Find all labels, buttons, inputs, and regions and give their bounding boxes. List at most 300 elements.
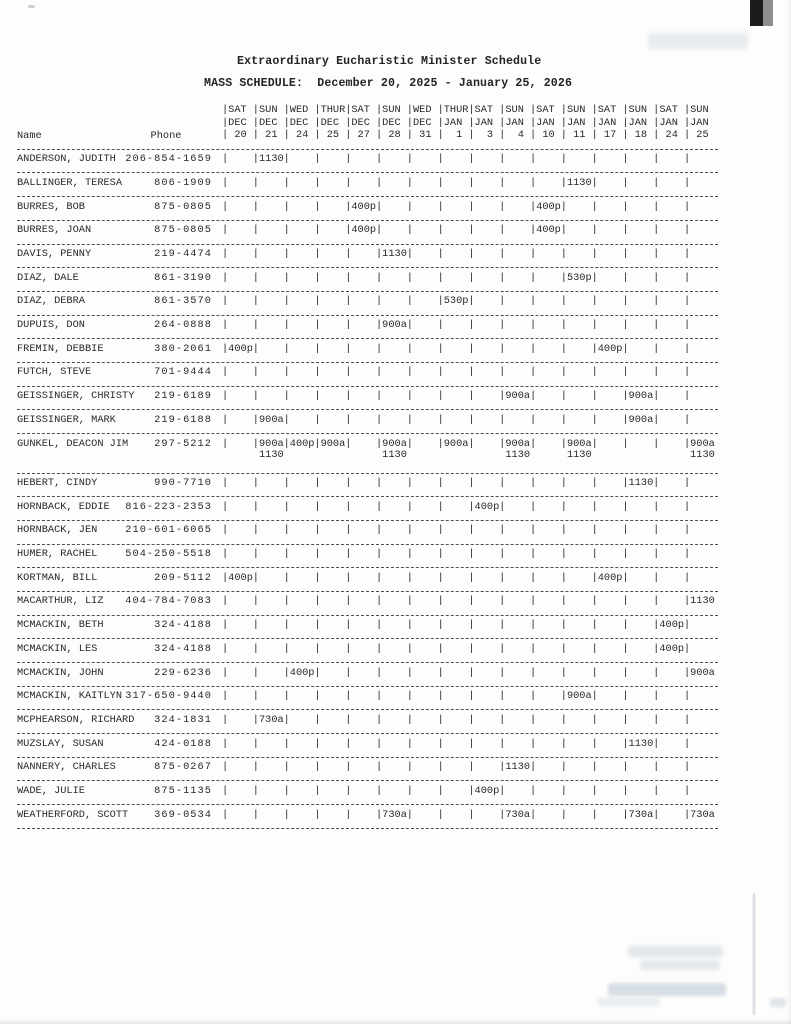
schedule-cell: | [499, 666, 506, 679]
schedule-cell: | [468, 524, 475, 537]
schedule-cell: | [529, 248, 537, 261]
schedule-cell: | [468, 342, 475, 355]
table-header [17, 104, 718, 150]
schedule-cell: | [622, 342, 629, 355]
schedule-cell: | [406, 619, 413, 632]
minister-name: HEBERT, CINDY [17, 477, 98, 490]
spacer [212, 502, 222, 520]
schedule-cell: | [252, 366, 259, 379]
schedule-row [17, 663, 718, 687]
schedule-cell: | [468, 176, 475, 189]
spacer [212, 573, 222, 591]
schedule-cell: | [591, 390, 598, 403]
schedule-row [17, 292, 718, 316]
schedule-cell: | [591, 153, 598, 166]
schedule-cell: | [314, 477, 321, 490]
schedule-cell: | [345, 153, 352, 166]
schedule-cell: | [314, 390, 321, 403]
schedule-cell: | [560, 761, 567, 774]
schedule-cell: | [314, 248, 321, 261]
schedule-cell: | [560, 295, 567, 308]
minister-name: MCMACKIN, BETH [17, 619, 104, 632]
spacer [212, 786, 222, 804]
schedule-cell: | [468, 666, 475, 679]
column-header-sun-jan-4: |SUN |JAN | 4 [499, 104, 531, 142]
schedule-cell: | [283, 342, 290, 355]
phone-number: 990-7710 [154, 477, 212, 490]
spacer [212, 810, 222, 828]
schedule-cell: | [222, 619, 229, 632]
schedule-cell: |900a [375, 319, 407, 332]
schedule-cell: | [406, 390, 413, 403]
schedule-cell: | [222, 319, 229, 332]
schedule-cell: | [468, 437, 475, 450]
schedule-cell: | [375, 342, 383, 355]
schedule-cell: | [314, 619, 321, 632]
schedule-cell: | [406, 366, 413, 379]
schedule-cell: | [222, 271, 229, 284]
schedule-cell: | [591, 271, 598, 284]
schedule-cell: | [560, 595, 567, 608]
schedule-cell: | [283, 200, 290, 213]
schedule-cell: | [560, 548, 567, 561]
bleed-through-artifact [608, 983, 726, 996]
schedule-cell: | [529, 437, 537, 450]
spacer [212, 273, 222, 291]
schedule-cell: |900a [499, 390, 531, 403]
schedule-cell: | [560, 713, 567, 726]
schedule-cell: | [222, 176, 229, 189]
phone-number: 875-0267 [154, 761, 212, 774]
schedule-cell: | [653, 713, 660, 726]
schedule-cell: | [468, 642, 475, 655]
schedule-cell: | [529, 500, 537, 513]
schedule-cell: | [437, 690, 444, 703]
minister-name: HORNBACK, JEN [17, 524, 98, 537]
schedule-cell: | [345, 524, 352, 537]
schedule-cell: | [591, 690, 598, 703]
schedule-cell: | [499, 619, 506, 632]
schedule-cell: |900a [622, 413, 654, 426]
schedule-cell: | [683, 390, 691, 403]
schedule-cell: | [252, 477, 259, 490]
schedule-cell: | [283, 500, 290, 513]
page-right-shadow [787, 0, 791, 1024]
schedule-row [17, 150, 718, 174]
schedule-cell: | [591, 295, 598, 308]
column-header-wed-dec-31: |WED |DEC | 31 [406, 104, 438, 142]
schedule-cell: | [375, 176, 383, 189]
schedule-cell: | [468, 390, 475, 403]
schedule-cell: | [683, 319, 691, 332]
phone-number: 816-223-2353 [125, 500, 212, 513]
schedule-cell: | [222, 761, 229, 774]
schedule-cell: | [222, 524, 229, 537]
schedule-cell: | [314, 413, 321, 426]
schedule-cell: | [622, 271, 629, 284]
schedule-cell: | [437, 713, 444, 726]
schedule-cell: | [283, 477, 290, 490]
schedule-cell: |900a [314, 437, 346, 450]
phone-number: 369-0534 [154, 808, 212, 821]
schedule-cell: | [283, 690, 290, 703]
schedule-cell: | [622, 666, 629, 679]
schedule-row [17, 734, 718, 758]
schedule-row [17, 616, 718, 640]
schedule-cell: | [345, 437, 352, 450]
schedule-cell: | [499, 413, 506, 426]
schedule-cell: | [683, 690, 691, 703]
schedule-cell: | [653, 224, 660, 237]
schedule-cell: | [314, 642, 321, 655]
schedule-cell: | [283, 761, 290, 774]
minister-name: GEISSINGER, CHRISTY [17, 390, 135, 403]
schedule-cell: | [375, 784, 383, 797]
schedule-cell: | [591, 808, 598, 821]
schedule-cell: | [499, 784, 506, 797]
spacer [212, 391, 222, 409]
schedule-cell: | [468, 319, 475, 332]
schedule-cell: |900a 1130 [683, 437, 715, 462]
schedule-cell: | [529, 390, 537, 403]
schedule-cell: | [468, 271, 475, 284]
phone-number: 806-1909 [154, 176, 212, 189]
date-column-headers [222, 104, 715, 142]
phone-number: 229-6236 [154, 666, 212, 679]
phone-number: 701-9444 [154, 366, 212, 379]
schedule-cell: | [683, 642, 691, 655]
schedule-cell: |730a [375, 808, 407, 821]
schedule-cell: | [375, 295, 383, 308]
schedule-cell: |400p [222, 342, 253, 355]
schedule-cell: | [406, 808, 413, 821]
minister-name: GUNKEL, DEACON JIM [17, 437, 129, 450]
schedule-cell: | [591, 524, 598, 537]
schedule-cell: | [468, 619, 475, 632]
schedule-cell: | [375, 271, 383, 284]
schedule-cell: | [222, 413, 229, 426]
schedule-cell: | [222, 595, 229, 608]
schedule-cell: | [560, 224, 567, 237]
schedule-cell: |1130 [622, 477, 654, 490]
schedule-cell: | [406, 437, 413, 450]
schedule-cell: | [314, 200, 321, 213]
schedule-cell: | [406, 690, 413, 703]
schedule-cell: | [283, 595, 290, 608]
schedule-cell: | [653, 295, 660, 308]
schedule-cell: | [252, 548, 259, 561]
schedule-cell: | [252, 666, 259, 679]
schedule-cell: | [653, 477, 660, 490]
spacer [212, 668, 222, 686]
schedule-cell: | [591, 437, 598, 450]
schedule-cell: | [499, 595, 506, 608]
phone-number: 324-4188 [154, 642, 212, 655]
schedule-cell: | [529, 271, 537, 284]
schedule-cell: | [591, 224, 598, 237]
schedule-cell: | [591, 713, 598, 726]
schedule-cell: | [283, 176, 290, 189]
schedule-cell: | [622, 548, 629, 561]
spacer [212, 320, 222, 338]
schedule-cell: | [591, 477, 598, 490]
spacer [212, 644, 222, 662]
schedule-cell: | [560, 477, 567, 490]
name-phone-header [17, 128, 222, 142]
schedule-cell: | [406, 271, 413, 284]
column-header-sat-jan-24: |SAT |JAN | 24 [653, 104, 685, 142]
schedule-cell: |400p [653, 642, 685, 655]
spacer [212, 367, 222, 385]
schedule-cell: | [622, 642, 629, 655]
schedule-cell: | [283, 366, 290, 379]
schedule-cell: | [437, 737, 444, 750]
schedule-cell: | [499, 271, 506, 284]
schedule-cell: | [653, 153, 660, 166]
schedule-cell: | [314, 500, 321, 513]
schedule-cell: | [283, 642, 290, 655]
schedule-rows [17, 150, 718, 829]
name-column-header: Name [17, 129, 42, 142]
schedule-cell: | [653, 366, 660, 379]
column-header-sun-jan-18: |SUN |JAN | 18 [622, 104, 654, 142]
schedule-cell: | [345, 248, 352, 261]
schedule-cell: |900a 1130 [375, 437, 407, 462]
schedule-cell: | [437, 271, 444, 284]
schedule-cell: | [406, 713, 413, 726]
schedule-cell: | [252, 619, 259, 632]
schedule-cell: | [406, 224, 413, 237]
schedule-cell: | [345, 690, 352, 703]
schedule-cell: | [683, 477, 691, 490]
schedule-cell: | [222, 437, 229, 450]
schedule-cell: | [683, 248, 691, 261]
schedule-cell: |400p [345, 224, 377, 237]
schedule-cell: | [222, 500, 229, 513]
schedule-cell: | [437, 666, 444, 679]
schedule-cell: | [560, 366, 567, 379]
schedule-cell: | [314, 319, 321, 332]
schedule-cell: | [375, 366, 383, 379]
schedule-cell: | [653, 524, 660, 537]
schedule-cell: | [437, 153, 444, 166]
page-title: Extraordinary Eucharistic Minister Schedule [237, 55, 542, 68]
schedule-row [17, 245, 718, 269]
schedule-cell: | [622, 571, 629, 584]
schedule-cell: | [683, 571, 691, 584]
schedule-row [17, 568, 718, 592]
schedule-cell: | [529, 761, 537, 774]
spacer [212, 762, 222, 780]
minister-name: KORTMAN, BILL [17, 571, 98, 584]
schedule-cell: | [591, 200, 598, 213]
schedule-cell: | [653, 761, 660, 774]
schedule-cell: | [222, 808, 229, 821]
schedule-cell: | [283, 295, 290, 308]
schedule-cell: |730a [499, 808, 531, 821]
schedule-cell: | [345, 761, 352, 774]
schedule-cell: | [314, 808, 321, 821]
schedule-cell: | [591, 666, 598, 679]
schedule-cell: | [222, 248, 229, 261]
schedule-cell: | [653, 176, 660, 189]
schedule-cell: | [314, 153, 321, 166]
schedule-cell: | [252, 342, 259, 355]
schedule-table [17, 104, 718, 829]
schedule-cell: | [653, 319, 660, 332]
schedule-cell: | [375, 595, 383, 608]
minister-name: MCPHEARSON, RICHARD [17, 713, 135, 726]
schedule-cell: | [529, 176, 537, 189]
schedule-cell: | [622, 690, 629, 703]
phone-number: 264-0888 [154, 319, 212, 332]
scanner-edge-mark-dark [750, 0, 763, 26]
schedule-cell: |400p [529, 200, 561, 213]
schedule-row [17, 805, 718, 829]
schedule-cell: | [622, 437, 629, 450]
schedule-cell: | [653, 390, 660, 403]
minister-name: GEISSINGER, MARK [17, 413, 116, 426]
schedule-cell: | [529, 342, 537, 355]
schedule-cell: | [437, 319, 444, 332]
schedule-cell: | [375, 500, 383, 513]
schedule-cell: | [683, 200, 691, 213]
schedule-cell: | [560, 153, 567, 166]
schedule-row [17, 197, 718, 221]
spacer [212, 715, 222, 733]
schedule-cell: | [560, 200, 567, 213]
schedule-row [17, 592, 718, 616]
schedule-cell: | [560, 524, 567, 537]
schedule-cell: |400p [468, 500, 500, 513]
spacer [212, 525, 222, 543]
minister-name: MACARTHUR, LIZ [17, 595, 104, 608]
schedule-cell: | [653, 271, 660, 284]
schedule-cell: | [529, 295, 537, 308]
scan-speck [28, 5, 35, 8]
schedule-cell: | [622, 595, 629, 608]
schedule-cell: |900a 1130 [560, 437, 592, 462]
schedule-cell: | [437, 761, 444, 774]
schedule-cell: | [499, 200, 506, 213]
schedule-cell: | [683, 784, 691, 797]
schedule-cell: | [653, 808, 660, 821]
schedule-cell: |1130 [252, 153, 284, 166]
schedule-cell: | [468, 366, 475, 379]
schedule-cell: | [622, 761, 629, 774]
schedule-cell: | [345, 366, 352, 379]
schedule-row [17, 781, 718, 805]
schedule-cell: | [468, 413, 475, 426]
schedule-cell: | [468, 571, 475, 584]
minister-name: DAVIS, PENNY [17, 248, 92, 261]
minister-name: MCMACKIN, JOHN [17, 666, 104, 679]
schedule-row [17, 545, 718, 569]
schedule-cell: | [529, 413, 537, 426]
phone-number: 210-601-6065 [125, 524, 212, 537]
phone-number: 219-6189 [154, 390, 212, 403]
schedule-cell: | [560, 666, 567, 679]
schedule-cell: | [345, 713, 352, 726]
schedule-cell: | [375, 224, 383, 237]
minister-name: HUMER, RACHEL [17, 548, 98, 561]
schedule-cell: | [653, 437, 660, 450]
schedule-cell: | [283, 153, 290, 166]
minister-name: DIAZ, DEBRA [17, 295, 85, 308]
schedule-cell: | [622, 176, 629, 189]
schedule-cell: | [345, 642, 352, 655]
spacer [212, 202, 222, 220]
schedule-cell: | [406, 477, 413, 490]
schedule-cell: | [406, 413, 413, 426]
schedule-cell: | [468, 808, 475, 821]
column-header-thur-dec-25: |THUR |DEC | 25 [314, 104, 346, 142]
schedule-cell: | [591, 413, 598, 426]
minister-name: DUPUIS, DON [17, 319, 85, 332]
minister-name: DIAZ, DALE [17, 271, 79, 284]
column-header-sun-dec-21: |SUN |DEC | 21 [252, 104, 284, 142]
schedule-cell: | [529, 642, 537, 655]
schedule-cell: | [314, 595, 321, 608]
schedule-cell: | [375, 690, 383, 703]
schedule-cell: | [314, 784, 321, 797]
schedule-cell: | [622, 153, 629, 166]
schedule-cell: | [468, 200, 475, 213]
schedule-cell: | [529, 153, 537, 166]
schedule-cell: | [622, 524, 629, 537]
schedule-cell: | [591, 642, 598, 655]
schedule-cell: | [622, 319, 629, 332]
schedule-cell: |400p [468, 784, 500, 797]
schedule-cell: | [683, 548, 691, 561]
schedule-cell: |730a [683, 808, 715, 821]
schedule-cell: | [591, 784, 598, 797]
schedule-cell: | [437, 366, 444, 379]
column-header-sun-jan-11: |SUN |JAN | 11 [560, 104, 592, 142]
schedule-cell: | [653, 342, 660, 355]
schedule-cell: | [252, 224, 259, 237]
schedule-cell: | [314, 761, 321, 774]
spacer [212, 178, 222, 196]
schedule-cell: | [283, 224, 290, 237]
schedule-cell: | [499, 737, 506, 750]
schedule-cell: | [653, 548, 660, 561]
phone-column-header: Phone [150, 129, 182, 142]
minister-name: ANDERSON, JUDITH [17, 153, 116, 166]
schedule-cell: | [529, 737, 537, 750]
schedule-cell: |900a 1130 [499, 437, 531, 462]
schedule-cell: | [653, 413, 660, 426]
schedule-cell: | [499, 548, 506, 561]
column-header-thur-jan-1: |THUR |JAN | 1 [437, 104, 469, 142]
schedule-cell: | [252, 571, 259, 584]
schedule-cell: | [499, 176, 506, 189]
schedule-cell: | [375, 390, 383, 403]
schedule-cell: | [283, 524, 290, 537]
schedule-cell: | [437, 524, 444, 537]
schedule-cell: | [591, 761, 598, 774]
schedule-row [17, 434, 718, 474]
schedule-cell: | [468, 761, 475, 774]
minister-name: MCMACKIN, KAITLYN [17, 690, 123, 703]
schedule-cell: | [560, 808, 567, 821]
schedule-cell: | [345, 737, 352, 750]
bleed-through-artifact [598, 998, 660, 1006]
schedule-cell: | [252, 761, 259, 774]
phone-number: 504-250-5518 [125, 548, 212, 561]
schedule-cell: | [622, 713, 629, 726]
schedule-cell: | [437, 224, 444, 237]
